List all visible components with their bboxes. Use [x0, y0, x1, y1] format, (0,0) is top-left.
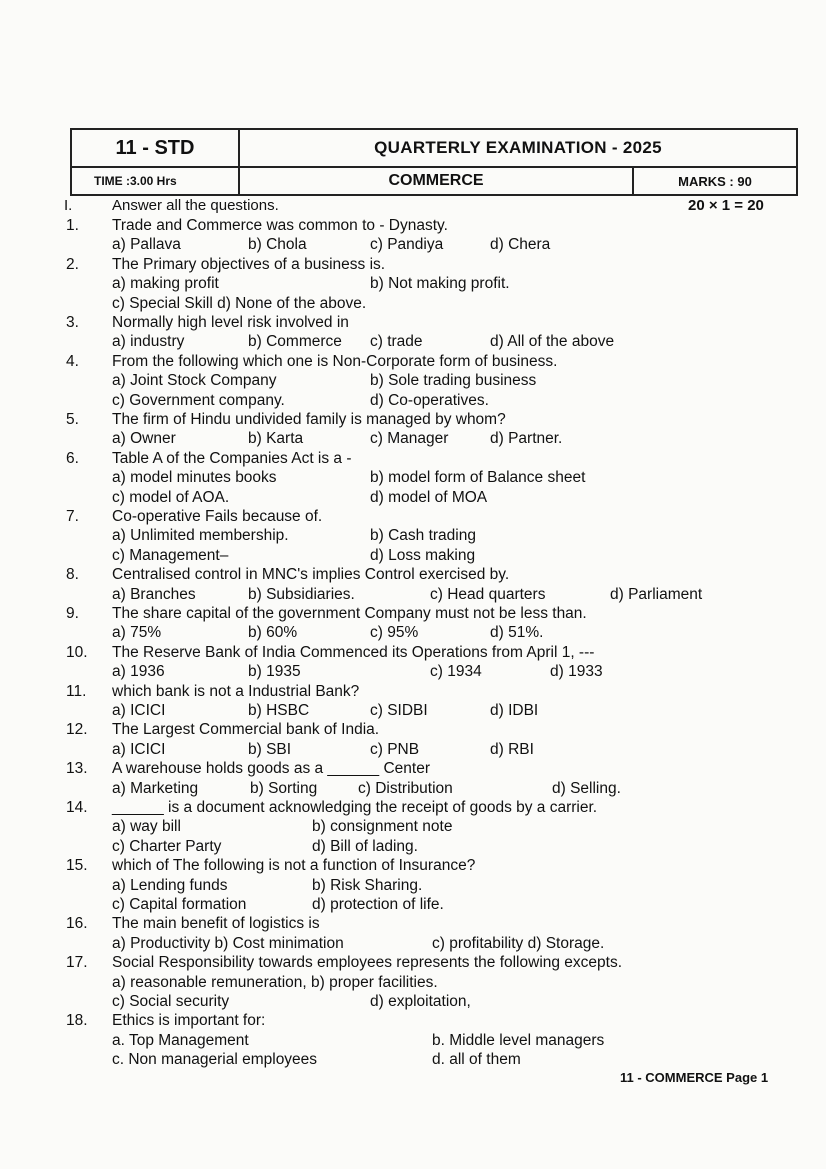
answer-option: b) 1935 [248, 663, 301, 681]
question-number: 2. [66, 255, 79, 273]
option-row [0, 837, 826, 856]
answer-option: b) Karta [248, 430, 304, 448]
answer-option: c) 95% [370, 624, 419, 642]
answer-option: d) protection of life. [312, 895, 444, 913]
question-number: 16. [66, 915, 88, 933]
answer-option: d) Selling. [552, 779, 621, 797]
option-row [0, 488, 826, 507]
question-number: 5. [66, 410, 79, 428]
question-item [0, 914, 826, 953]
answer-option: a) making profit [112, 275, 219, 293]
answer-option: d) model of MOA [370, 488, 488, 506]
answer-option: d) IDBI [490, 701, 539, 719]
answer-option: a) Pallava [112, 236, 181, 254]
question-text: A warehouse holds goods as a ______ Center [112, 760, 430, 778]
answer-option: b) consignment note [312, 818, 453, 836]
option-row [0, 546, 826, 565]
question-number: 13. [66, 760, 88, 778]
option-row [0, 740, 826, 759]
time-label: TIME :3.00 Hrs [71, 167, 239, 195]
standard-label: 11 - STD [71, 129, 239, 167]
question-text: which of The following is not a function of Insurance? [112, 857, 476, 875]
question-text: which bank is not a Industrial Bank? [112, 682, 360, 700]
answer-option: b) Not making profit. [370, 275, 510, 293]
question-item [0, 856, 826, 914]
answer-option: d) exploitation, [370, 992, 471, 1010]
question-text: The Primary objectives of a business is. [112, 255, 386, 273]
answer-option: b) Chola [248, 236, 307, 254]
question-item [0, 507, 826, 565]
answer-option: c) 1934 [430, 663, 482, 681]
answer-option: d. all of them [432, 1051, 521, 1069]
question-number: 14. [66, 798, 88, 816]
answer-option: c) Pandiya [370, 236, 444, 254]
question-text: The firm of Hindu undivided family is managed by whom? [112, 410, 506, 428]
option-row [0, 1050, 826, 1069]
answer-option: a) Lending funds [112, 876, 228, 894]
option-row [0, 934, 826, 953]
question-text: ______ is a document acknowledging the receipt of goods by a carrier. [112, 798, 598, 816]
marks-label: MARKS : 90 [633, 167, 797, 195]
answer-option: b) HSBC [248, 701, 310, 719]
answer-option: c) Head quarters [430, 585, 546, 603]
option-row [0, 468, 826, 487]
option-row [0, 992, 826, 1011]
answer-option: d) RBI [490, 740, 534, 758]
answer-option: c) Government company. [112, 391, 285, 409]
answer-option: b) Subsidiaries. [248, 585, 355, 603]
section-number: I. [64, 197, 73, 214]
question-item [0, 449, 826, 507]
answer-option: d) 1933 [550, 663, 603, 681]
question-text: Trade and Commerce was common to - Dynasty. [112, 217, 448, 234]
answer-option: a) way bill [112, 818, 181, 836]
answer-option: d) Parliament [610, 585, 703, 603]
question-item [0, 255, 826, 313]
question-number: 11. [66, 682, 87, 700]
answer-option: a) Unlimited membership. [112, 527, 289, 545]
answer-option: b) model form of Balance sheet [370, 469, 586, 487]
question-number: 18. [66, 1012, 88, 1030]
answer-option: a. Top Management [112, 1031, 249, 1049]
answer-option: c) PNB [370, 740, 420, 758]
question-text: Centralised control in MNC's implies Control exercised by. [112, 566, 510, 584]
option-row [0, 1031, 826, 1050]
option-row [0, 274, 826, 293]
answer-option: b) Sole trading business [370, 372, 537, 390]
answer-option: a) reasonable remuneration, b) proper facilities. [112, 973, 438, 991]
answer-option: c) Charter Party [112, 837, 222, 855]
question-text: From the following which one is Non-Corporate form of business. [112, 352, 558, 370]
answer-option: c) SIDBI [370, 701, 428, 719]
question-item [0, 682, 826, 721]
option-row [0, 429, 826, 448]
answer-option: a) Joint Stock Company [112, 372, 277, 390]
answer-option: c) trade [370, 333, 423, 351]
question-item [0, 216, 826, 255]
question-number: 8. [66, 566, 79, 584]
answer-option: b) Cash trading [370, 527, 476, 545]
answer-option: a) Owner [112, 430, 176, 448]
question-number: 15. [66, 857, 88, 875]
question-text: The share capital of the government Company must not be less than. [112, 604, 587, 622]
answer-option: a) industry [112, 333, 185, 351]
question-number: 10. [66, 643, 88, 661]
answer-option: d) All of the above [490, 333, 615, 351]
option-row [0, 294, 826, 313]
answer-option: d) 51%. [490, 624, 544, 642]
option-row [0, 779, 826, 798]
question-number: 17. [66, 954, 88, 972]
option-row [0, 895, 826, 914]
answer-option: a) Productivity b) Cost minimation [112, 934, 344, 952]
question-text: Normally high level risk involved in [112, 313, 349, 331]
answer-option: b) Sorting [250, 779, 318, 797]
option-row [0, 662, 826, 681]
answer-option: d) Partner. [490, 430, 563, 448]
answer-option: b) SBI [248, 740, 292, 758]
question-item [0, 410, 826, 449]
answer-option: a) 1936 [112, 663, 165, 681]
option-row [0, 526, 826, 545]
question-text: The Reserve Bank of India Commenced its Operations from April 1, --- [112, 643, 595, 661]
question-item [0, 798, 826, 856]
question-number: 6. [66, 449, 79, 467]
answer-option: d) Bill of lading. [312, 837, 418, 855]
question-number: 12. [66, 721, 88, 739]
option-row [0, 391, 826, 410]
question-text: Table A of the Companies Act is a - [112, 449, 352, 467]
answer-option: a) ICICI [112, 701, 166, 719]
answer-option: a) Marketing [112, 779, 199, 797]
answer-option: a) Branches [112, 585, 196, 603]
answer-option: b) Risk Sharing. [312, 876, 423, 894]
question-number: 3. [66, 313, 79, 331]
answer-option: a) ICICI [112, 740, 166, 758]
page-footer: 11 - COMMERCE Page 1 [620, 1070, 769, 1085]
question-item [0, 313, 826, 352]
question-text: The Largest Commercial bank of India. [112, 721, 380, 739]
question-item [0, 759, 826, 798]
answer-option: c) Management– [112, 546, 229, 564]
question-number: 7. [66, 507, 79, 525]
section-heading [0, 197, 826, 217]
question-item [0, 352, 826, 410]
option-row [0, 332, 826, 351]
answer-option: c) Distribution [358, 779, 453, 797]
answer-option: c) Capital formation [112, 895, 247, 913]
option-row [0, 817, 826, 836]
question-number: 4. [66, 352, 79, 370]
question-item [0, 604, 826, 643]
question-text: Ethics is important for: [112, 1012, 266, 1030]
exam-title: QUARTERLY EXAMINATION - 2025 [239, 129, 797, 167]
option-row [0, 623, 826, 642]
exam-header [70, 128, 798, 196]
question-item [0, 643, 826, 682]
question-number: 1. [66, 217, 79, 234]
question-text: The main benefit of logistics is [112, 915, 320, 933]
question-item [0, 720, 826, 759]
answer-option: d) Co-operatives. [370, 391, 489, 409]
answer-option: c) Social security [112, 992, 230, 1010]
option-row [0, 973, 826, 992]
question-item [0, 953, 826, 1011]
question-item [0, 1011, 826, 1069]
question-list [0, 216, 826, 1069]
answer-option: c) Special Skill d) None of the above. [112, 294, 367, 312]
question-text: Social Responsibility towards employees represents the following excepts. [112, 954, 623, 972]
option-row [0, 235, 826, 254]
question-text: Co-operative Fails because of. [112, 507, 323, 525]
option-row [0, 371, 826, 390]
answer-option: c) model of AOA. [112, 488, 230, 506]
answer-option: b) 60% [248, 624, 298, 642]
option-row [0, 876, 826, 895]
answer-option: c) profitability d) Storage. [432, 934, 605, 952]
answer-option: c) Manager [370, 430, 449, 448]
answer-option: d) Chera [490, 236, 551, 254]
answer-option: a) model minutes books [112, 469, 277, 487]
subject-label: COMMERCE [239, 167, 633, 195]
answer-option: a) 75% [112, 624, 162, 642]
answer-option: c. Non managerial employees [112, 1051, 318, 1069]
section-instruction: Answer all the questions. [112, 197, 279, 214]
answer-option: d) Loss making [370, 546, 476, 564]
question-number: 9. [66, 604, 79, 622]
option-row [0, 701, 826, 720]
answer-option: b) Commerce [248, 333, 342, 351]
option-row [0, 585, 826, 604]
answer-option: b. Middle level managers [432, 1031, 605, 1049]
section-marks: 20 × 1 = 20 [688, 197, 764, 214]
question-item [0, 565, 826, 604]
